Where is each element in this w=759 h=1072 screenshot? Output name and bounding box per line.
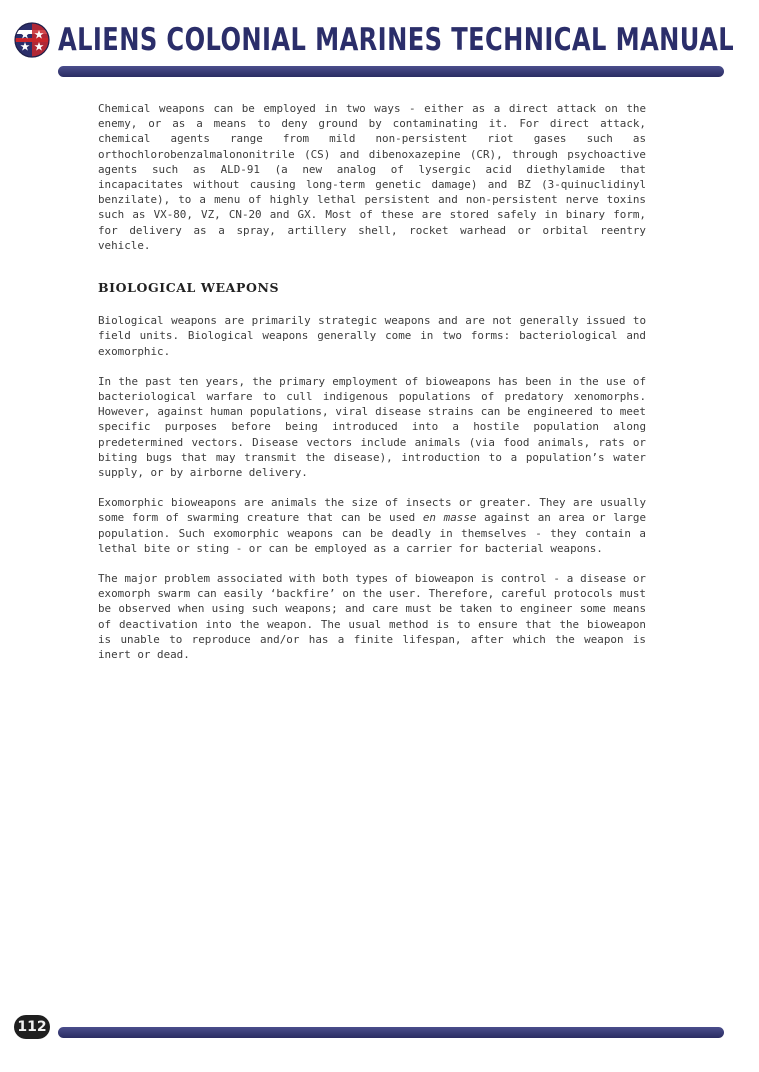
page-number: 112	[14, 1015, 50, 1039]
body-paragraph-2: In the past ten years, the primary employment of bioweapons has been in the use of bacteriological warfare to cull indigenous populations of predatory xenomorphs. However, against human populations, viral disease strains can be engineered to meet specific purposes before being introduced into a hostile population along predetermined vectors. Disease vectors include animals (via food animals, rats or biting bugs that may transmit the disease), introduction to a population’s water supply, or by airborne delivery.	[98, 374, 646, 480]
paragraph-3-text-a: Exomorphic bioweapons are animals the size of insects or greater. They are usually some form of swarming creature that can be used	[98, 496, 646, 525]
page-body	[98, 101, 646, 677]
body-paragraph-1: Biological weapons are primarily strategic weapons and are not generally issued to field units. Biological weapons generally come in two forms: bacteriological and exomorphic.	[98, 314, 646, 358]
paragraph-3-italic: en masse	[422, 511, 477, 525]
manual-title: ALIENS COLONIAL MARINES TECHNICAL MANUAL	[58, 22, 735, 58]
chemical-weapons-paragraph: Chemical weapons can be employed in two ways - either as a direct attack on the enemy, or as a means to deny ground by contaminating it. For direct attack, chemical agents range from mild non-persistent riot gases such as orthochlorobenzalmalononitrile (CS) and dibenoxazepine (CR), through psychoactive agents such as ALD-91 (a new analog of lysergic acid diethylamide that incapacitates without causing long-term genetic damage) and BZ (3-quinuclidinyl benzilate), to a menu of highly lethal persistent and non-persistent nerve toxins such as VX-80, VZ, CN-20 and GX. Most of these are stored safely in binary form, for delivery as a spray, artillery shell, rocket warhead or orbital reentry vehicle.	[98, 102, 646, 252]
body-paragraph-4: The major problem associated with both types of bioweapon is control - a disease or exomorph swarm can easily ‘backfire’ on the user. Therefore, careful protocols must be observed when using such weapons; and care must be taken to engineer some means of deactivation into the weapon. The usual method is to ensure that the bioweapon is unable to reproduce and/or has a finite lifespan, after which the weapon is inert or dead.	[98, 572, 646, 662]
page-header	[0, 0, 759, 84]
star-roundel-icon	[14, 22, 50, 58]
footer-rule	[58, 1027, 724, 1038]
section-heading-biological-weapons: BIOLOGICAL WEAPONS	[98, 280, 280, 296]
header-rule	[58, 66, 724, 77]
body-paragraph-3	[98, 495, 646, 556]
paragraph-3-text-b: against an area or large population. Such exomorphic weapons can be deadly in themselves - they contain a lethal bite or sting - or can be employed as a carrier for bacterial weapons.	[98, 511, 646, 555]
